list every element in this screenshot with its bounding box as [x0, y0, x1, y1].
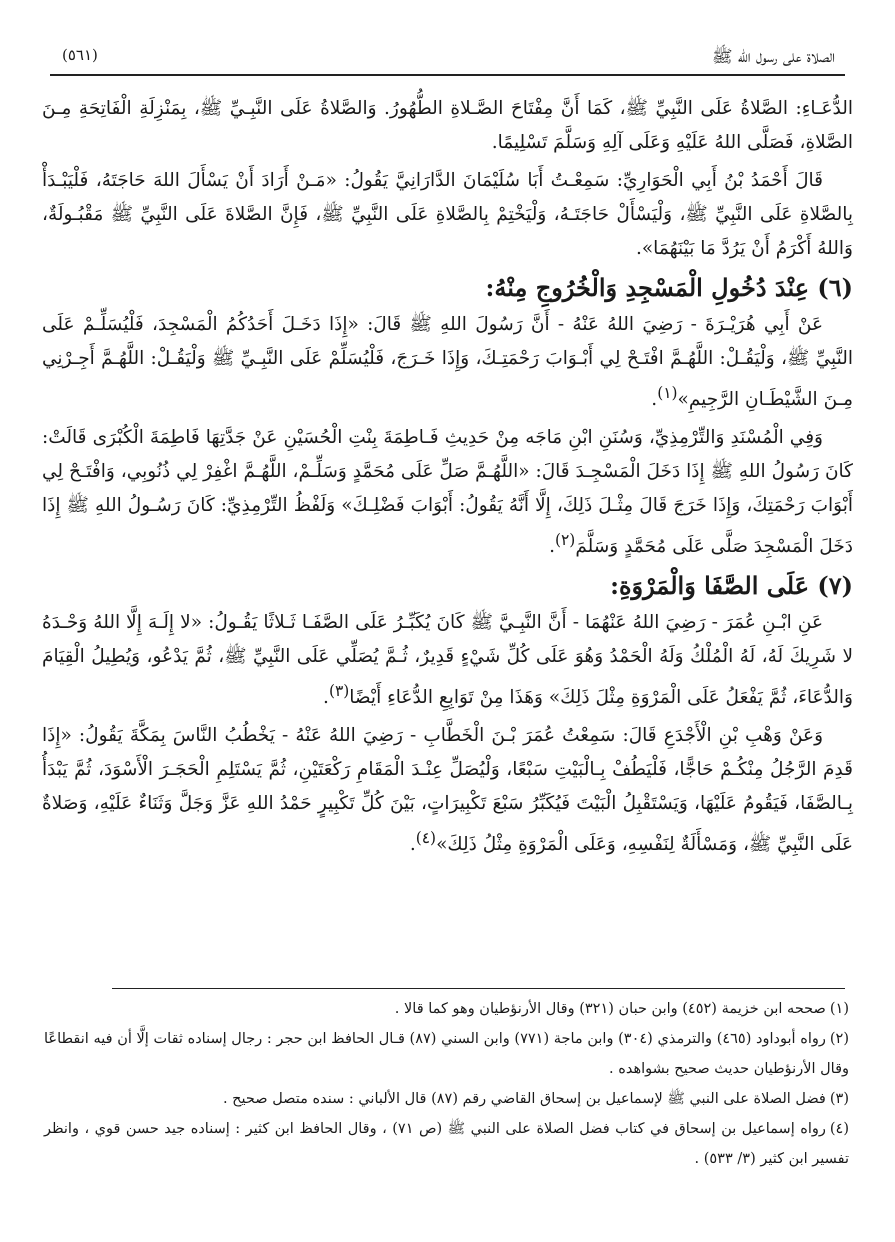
- footnote: [44, 1084, 849, 1114]
- page-number: (٥٦١): [62, 46, 98, 64]
- footnote-text: فضل الصلاة على النبي ﷺ لإسماعيل بن إسحاق القاضي رقم (٨٧) قال الألباني : سنده متصل صحيح .: [222, 1091, 826, 1107]
- paragraph: [42, 308, 853, 417]
- footnote-number: (٢): [829, 1031, 849, 1047]
- footnote-text: صححه ابن خزيمة (٤٥٢) وابن حبان (٣٢١) وقال الأرنؤطيان وهو كما قالا .: [394, 1001, 826, 1017]
- footnote-number: (١): [829, 1001, 849, 1017]
- footnote-ref: (٤): [415, 829, 437, 848]
- paragraph-text: عَنْ أَبِي هُرَيْـرَةَ - رَضِيَ اللهُ عَنْهُ - أَنَّ رَسُولَ اللهِ ﷺ قَالَ: «إِذَا دَخَـلَ أَحَدُكُمُ الْمَسْجِدَ، فَلْيُسَلِّـمْ عَلَى النَّبِيِّ ﷺ، وَلْيَقُـلْ: اللَّهُـمَّ افْتَـحْ لِي أَبْـوَابَ رَحْمَتِـكَ، وَإِذَا خَـرَجَ، فَلْيُسَلِّمْ عَلَى النَّبِـيِّ ﷺ وَلْيَقُـلْ: اللَّهُـمَّ أَجِـرْنِي مِـنَ الشَّيْطَـانِ الرَّجِيمِ»: [42, 314, 853, 411]
- paragraph-end: .: [651, 389, 658, 411]
- paragraph: قَالَ أَحْمَدُ بْنُ أَبِي الْحَوَارِيِّ: سَمِعْـتُ أَبَا سُلَيْمَانَ الدَّارَانِيَّ يَقُولُ: «مَـنْ أَرَادَ أَنْ يَسْأَلَ اللهَ حَاجَتَهُ، فَلْيَبْـدَأْ بِالصَّلاةِ عَلَى النَّبِيِّ ﷺ، وَلْيَسْأَلْ حَاجَتَـهُ، وَلْيَخْتِمْ بِالصَّلاةِ عَلَى النَّبِيِّ ﷺ، فَإِنَّ الصَّلاةَ عَلَى النَّبِيِّ ﷺ مَقْبُـولَةٌ، وَاللهُ أَكْرَمُ أَنْ يَرُدَّ مَا بَيْنَهُمَا».: [42, 170, 853, 259]
- footnote-number: (٣): [829, 1091, 849, 1107]
- paragraph: [42, 606, 853, 715]
- footnote: [44, 994, 849, 1024]
- paragraph-text: وَفِي الْمُسْنَدِ وَالتِّرْمِذِيِّ، وَسُنَنِ ابْنِ مَاجَه مِنْ حَدِيثِ فَـاطِمَةَ بِنْتِ الْحُسَيْنِ عَنْ جَدَّتِهَا فَاطِمَةَ الْكُبْرَى قَالَتْ: كَانَ رَسُولُ اللهِ ﷺ إِذَا دَخَلَ الْمَسْجِـدَ قَالَ: «اللَّهُـمَّ صَلِّ عَلَى مُحَمَّدٍ وَسَلِّـمْ، اللَّهُـمَّ اغْفِرْ لِي ذُنُوبِي، وَافْتَـحْ لِي أَبْوَابَ رَحْمَتِكَ، وَإِذَا خَرَجَ قَالَ مِثْـلَ ذَلِكَ، إِلَّا أَنَّهُ يَقُولُ: أَبْوَابَ فَضْلِـكَ» وَلَفْظُ التِّرْمِذِيِّ: كَانَ رَسُـولُ اللهِ ﷺ إِذَا دَخَلَ الْمَسْجِدَ صَلَّى عَلَى مُحَمَّدٍ وَسَلَّمَ: [42, 427, 853, 558]
- paragraph-end: .: [323, 687, 329, 709]
- paragraph: [42, 421, 853, 564]
- footnote: [44, 1114, 849, 1174]
- section-heading: (٧) عَلَى الصَّفَا وَالْمَرْوَةِ:: [610, 571, 853, 601]
- footnote-divider: [112, 988, 845, 989]
- footnote-text: رواه إسماعيل بن إسحاق في كتاب فضل الصلاة على النبي ﷺ (ص ٧١) ، وقال الحافظ ابن كثير : إسناده جيد حسن قوي ، وانظر تفسير ابن كثير (٣/ ٥٣٣) .: [44, 1121, 849, 1167]
- paragraph: [42, 719, 853, 862]
- footnote-number: (٤): [829, 1121, 849, 1137]
- footnote-ref: (٢): [555, 531, 576, 550]
- main-text: [42, 92, 853, 867]
- paragraph-text: وَعَنْ وَهْبِ بْنِ الْأَجْدَعِ قَالَ: سَمِعْتُ عُمَرَ بْـنَ الْخَطَّابِ - رَضِيَ اللهُ عَنْهُ - يَخْطُبُ النَّاسَ بِمَكَّةَ يَقُولُ: «إِذَا قَدِمَ الرَّجُلُ مِنْكُـمْ حَاجًّا، فَلْيَطُفْ بِـالْبَيْتِ سَبْعًا، وَلْيُصَلِّ عِنْـدَ الْمَقَامِ رَكْعَتَيْنِ، ثُمَّ يَسْتَلِمِ الْحَجَـرَ الْأَسْوَدَ، ثُمَّ يَبْدَأُ بِـالصَّفَا، فَيَقُومُ عَلَيْهَا، وَيَسْتَقْبِلُ الْبَيْتَ فَيُكَبِّرُ سَبْعَ تَكْبِيرَاتٍ، بَيْنَ كُلِّ تَكْبِيرٍ حَمْدُ اللهِ عَزَّ وَجَلَّ وَثَنَاءٌ عَلَيْهِ، وَصَلاةٌ عَلَى النَّبِيِّ ﷺ، وَمَسْأَلَةٌ لِنَفْسِهِ، وَعَلَى الْمَرْوَةِ مِثْلُ ذَلِكَ»: [42, 725, 853, 856]
- running-header: [50, 44, 845, 76]
- paragraph: الدُّعَـاءِ: الصَّلاةُ عَلَى النَّبِيِّ ﷺ، كَمَا أَنَّ مِفْتَاحَ الصَّـلاةِ الطُّهُورُ. وَالصَّلاةُ عَلَى النَّبِـيِّ ﷺ، بِمَنْزِلَةِ الْفَاتِحَةِ مِـنَ الصَّلاةِ، فَصَلَّى اللهُ عَلَيْهِ وَعَلَى آلِهِ وَسَلَّمَ تَسْلِيمًا.: [42, 98, 853, 153]
- paragraph-end: .: [409, 834, 416, 856]
- footnote-ref: (٣): [328, 682, 350, 701]
- paragraph-end: .: [549, 536, 555, 558]
- footnote-text: رواه أبوداود (٤٦٥) والترمذي (٣٠٤) وابن ماجة (٧٧١) وابن السني (٨٧) قـال الحافظ ابن حجر : رجال إسناده ثقات إلَّا أن فيه انقطاعًا وقال الأرنؤطيان حديث صحيح بشواهده .: [44, 1031, 849, 1077]
- header-title: الصلاة على رسول الله ﷺ: [711, 47, 835, 67]
- footnote: [44, 1024, 849, 1084]
- footnotes: [44, 994, 849, 1174]
- footnote-ref: (١): [657, 384, 678, 402]
- section-heading: (٦) عِنْدَ دُخُولِ الْمَسْجِدِ وَالْخُرُوجِ مِنْهُ:: [485, 273, 853, 302]
- paragraph-text: عَنِ ابْـنِ عُمَرَ - رَضِيَ اللهُ عَنْهُمَا - أَنَّ النَّبِـيَّ ﷺ كَانَ يُكَبِّـرُ عَلَى الصَّفَـا ثَـلاثًا يَقُـولُ: «لا إِلَـهَ إِلَّا اللهُ وَحْـدَهُ لا شَرِيكَ لَهُ، لَهُ الْمُلْكُ وَلَهُ الْحَمْدُ وَهُوَ عَلَى كُلِّ شَيْءٍ قَدِيرٌ، ثُـمَّ يُصَلِّي عَلَى النَّبِيِّ ﷺ، ثُمَّ يَدْعُو، وَيُطِيلُ الْقِيَامَ وَالدُّعَاءَ، ثُمَّ يَفْعَلُ عَلَى الْمَرْوَةِ مِثْلَ ذَلِكَ» وَهَذَا مِنْ تَوَابِعِ الدُّعَاءِ أَيْضًا: [42, 612, 853, 709]
